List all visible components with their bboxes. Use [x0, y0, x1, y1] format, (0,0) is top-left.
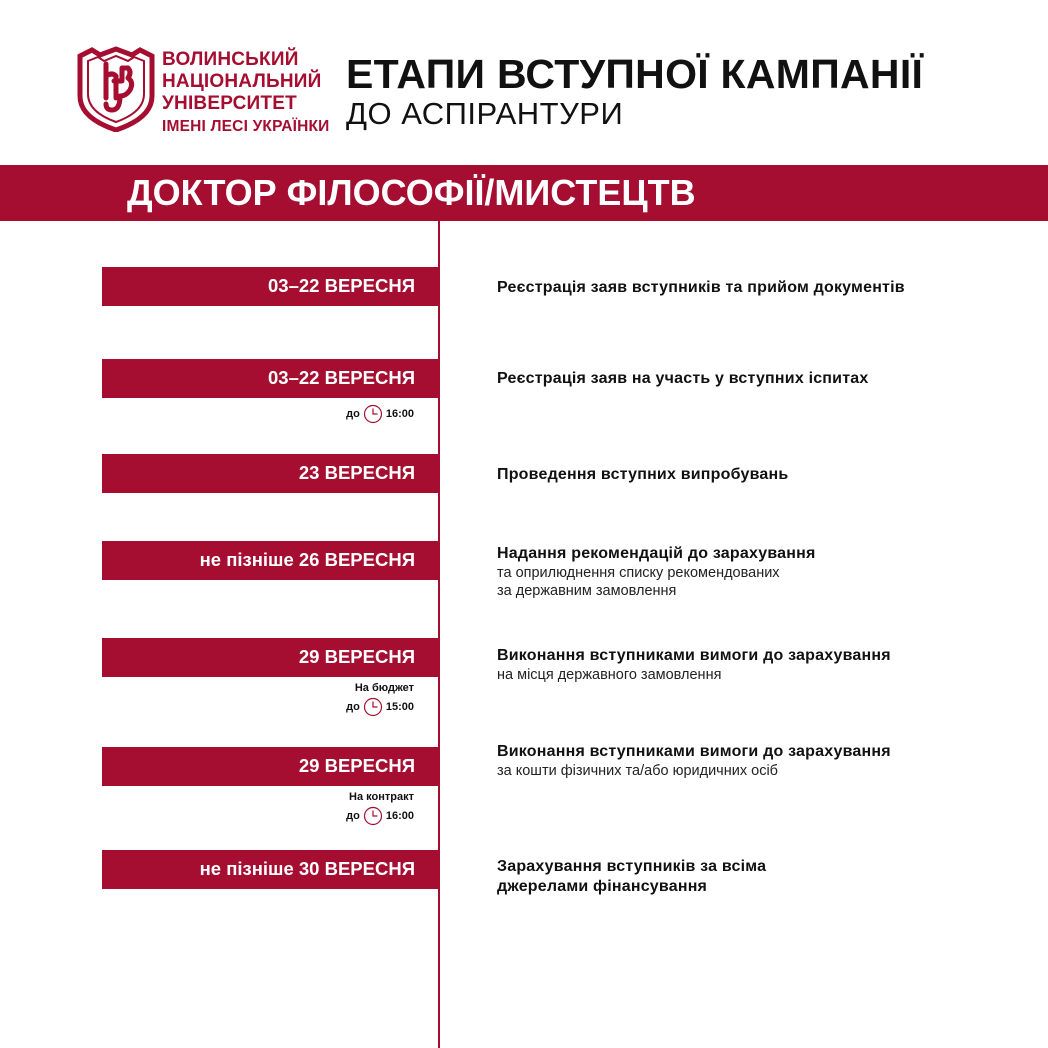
- stage-title: Надання рекомендацій до зарахування: [497, 545, 816, 562]
- university-name: [162, 49, 330, 138]
- deadline-label: На контракт: [349, 791, 414, 803]
- stage-date-bar: [102, 638, 439, 677]
- deadline-prefix: до: [346, 700, 360, 713]
- clock-icon: [363, 697, 383, 717]
- stage-date-bar: [102, 454, 439, 493]
- stage-detail: та оприлюднення списку рекомендованих: [497, 565, 780, 581]
- stage-date-bar: [102, 267, 439, 306]
- stage-deadline-note: [346, 404, 414, 424]
- page-subtitle: ДО АСПІРАНТУРИ: [346, 96, 624, 131]
- deadline-label: На бюджет: [354, 682, 414, 694]
- stage-title: Проведення вступних випробувань: [497, 466, 789, 483]
- stage-description: [497, 278, 905, 298]
- stage-title: Зарахування вступників за всіма: [497, 858, 767, 875]
- stage-title: Виконання вступниками вимоги до зарахування: [497, 743, 891, 760]
- stage-description: [497, 742, 891, 780]
- degree-band-label: ДОКТОР ФІЛОСОФІЇ/МИСТЕЦТВ: [127, 172, 696, 213]
- deadline-time: 16:00: [385, 809, 414, 822]
- deadline-prefix: до: [346, 407, 360, 420]
- deadline-prefix: до: [346, 809, 360, 822]
- stage-title: джерелами фінансування: [497, 878, 708, 895]
- stage-detail: за державним замовлення: [497, 583, 677, 599]
- deadline-time: 16:00: [385, 407, 414, 420]
- university-name-line: УНІВЕРСИТЕТ: [162, 93, 297, 114]
- deadline-time: 15:00: [385, 700, 414, 713]
- university-name-line: НАЦІОНАЛЬНИЙ: [162, 71, 322, 92]
- clock-icon: [363, 404, 383, 424]
- university-logo-emblem: [76, 46, 156, 132]
- stage-date: не пізніше 30 ВЕРЕСНЯ: [199, 858, 415, 879]
- stage-description: [497, 465, 788, 485]
- stage-date: 03–22 ВЕРЕСНЯ: [268, 275, 415, 296]
- university-name-line: ВОЛИНСЬКИЙ: [162, 49, 299, 70]
- shield-monogram-icon: [76, 46, 156, 132]
- stage-date: 23 ВЕРЕСНЯ: [298, 462, 415, 483]
- clock-icon: [363, 806, 383, 826]
- stage-description: [497, 646, 891, 684]
- page-title: ЕТАПИ ВСТУПНОЇ КАМПАНІЇ: [346, 51, 924, 97]
- stage-date: 29 ВЕРЕСНЯ: [298, 646, 415, 667]
- stage-description: [497, 369, 868, 389]
- stage-detail: за кошти фізичних та/або юридичних осіб: [497, 763, 778, 779]
- stage-date: 03–22 ВЕРЕСНЯ: [268, 367, 415, 388]
- stage-date-bar: [102, 747, 439, 786]
- stage-date: не пізніше 26 ВЕРЕСНЯ: [199, 549, 415, 570]
- university-name-line: ІМЕНІ ЛЕСІ УКРАЇНКИ: [162, 118, 330, 135]
- stage-description: [497, 857, 766, 897]
- stage-title: Реєстрація заяв вступників та прийом документів: [497, 279, 905, 296]
- stage-title: Виконання вступниками вимоги до зарахування: [497, 647, 891, 664]
- stage-deadline-note: [346, 680, 414, 717]
- timeline-divider: [438, 221, 440, 1048]
- stage-detail: на місця державного замовлення: [497, 667, 722, 683]
- stage-date-bar: [102, 850, 439, 889]
- stage-deadline-note: [346, 789, 414, 826]
- stage-date-bar: [102, 541, 439, 580]
- stage-title: Реєстрація заяв на участь у вступних іспитах: [497, 370, 869, 387]
- stage-date: 29 ВЕРЕСНЯ: [298, 755, 415, 776]
- stage-description: [497, 544, 816, 600]
- stage-date-bar: [102, 359, 439, 398]
